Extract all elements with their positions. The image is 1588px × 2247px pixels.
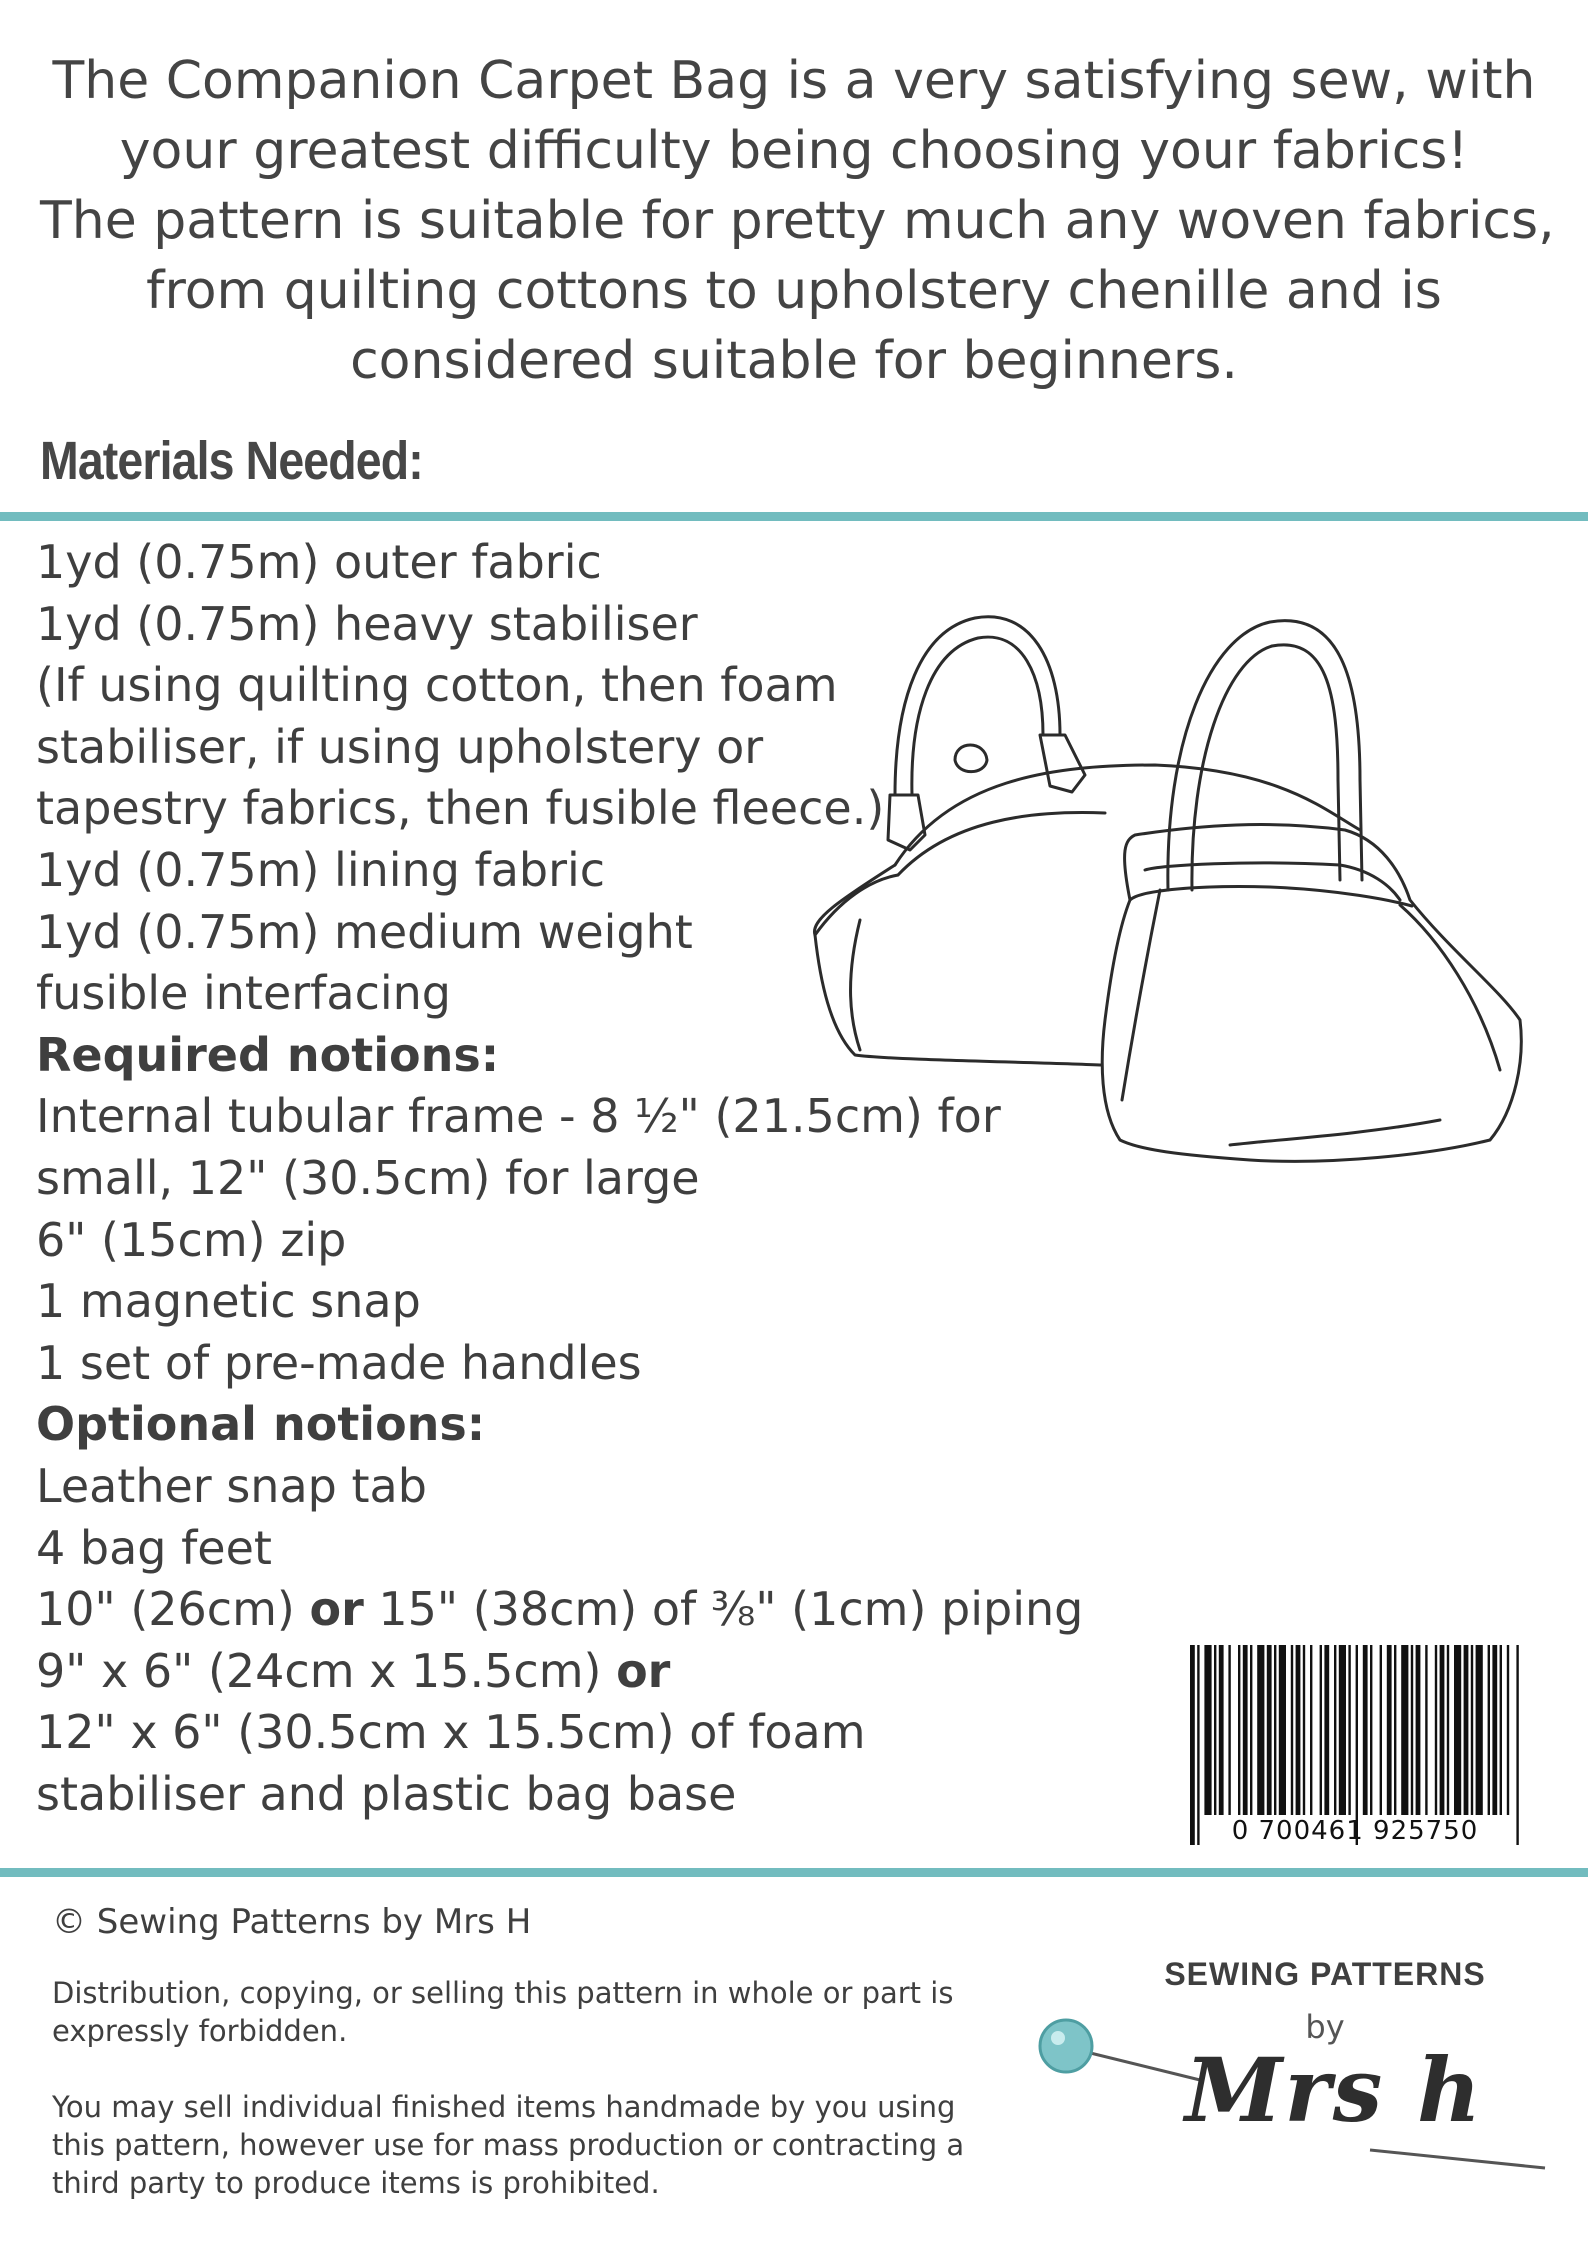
base-part1: 9" x 6" (24cm x 15.5cm): [36, 1643, 617, 1698]
intro-line: The pattern is suitable for pretty much any woven fabrics,: [40, 191, 1555, 251]
barcode-bar: [1370, 1645, 1372, 1815]
barcode-bar: [1447, 1645, 1449, 1815]
barcode-bar: [1425, 1645, 1427, 1815]
material-item: 6" (15cm) zip: [36, 1212, 347, 1267]
barcode-bar: [1214, 1645, 1216, 1815]
divider-rule-bottom: [0, 1868, 1588, 1877]
barcode-bar: [1387, 1645, 1392, 1815]
materials-heading: Materials Needed:: [40, 431, 423, 491]
material-item: 1 set of pre-made handles: [36, 1335, 642, 1390]
material-item: 1yd (0.75m) medium weight: [36, 904, 693, 959]
barcode-bar: [1204, 1645, 1211, 1815]
barcode-bar: [1454, 1645, 1461, 1815]
intro-line: from quilting cottons to upholstery chenille and is: [146, 261, 1442, 321]
barcode-bar: [1492, 1645, 1497, 1815]
or-keyword: or: [309, 1582, 364, 1637]
intro-line: your greatest difficulty being choosing your fabrics!: [119, 121, 1469, 181]
barcode-bar: [1190, 1645, 1195, 1845]
barcode-bar: [1279, 1645, 1286, 1815]
intro-paragraph: [40, 46, 1555, 396]
brand-logo: [1030, 1950, 1560, 2230]
logo-script: Mrs h: [1185, 2038, 1483, 2142]
barcode-bar: [1500, 1645, 1502, 1815]
barcode-bar: [1476, 1645, 1483, 1815]
barcode-bar: [1334, 1645, 1336, 1815]
material-item: 12" x 6" (30.5cm x 15.5cm) of foam: [36, 1705, 866, 1760]
barcode-bar: [1291, 1645, 1293, 1815]
material-item: 1 magnetic snap: [36, 1274, 421, 1329]
front-bag: [1102, 825, 1521, 1162]
material-item: small, 12" (30.5cm) for large: [36, 1150, 700, 1205]
required-notions-heading: Required notions:: [36, 1027, 500, 1082]
barcode-bar: [1411, 1645, 1413, 1815]
material-item-piping: [36, 1579, 1084, 1641]
barcode-bar: [1401, 1645, 1408, 1815]
logo-by: by: [1305, 2008, 1345, 2046]
piping-part2: 15" (38cm) of ⅜" (1cm) piping: [363, 1582, 1084, 1637]
intro-line: The Companion Carpet Bag is a very satisfying sew, with: [52, 51, 1536, 111]
barcode-bar: [1243, 1645, 1248, 1815]
barcode-bar: [1257, 1645, 1264, 1815]
barcode-bar: [1324, 1645, 1329, 1815]
material-item: (If using quilting cotton, then foam: [36, 658, 838, 713]
legal-notice-distribution: Distribution, copying, or selling this pattern in whole or part is expressly forbidden.: [52, 1976, 954, 2048]
barcode-bar: [1320, 1645, 1322, 1815]
divider-rule-top: [0, 512, 1588, 521]
material-item: stabiliser and plastic bag base: [36, 1766, 737, 1821]
barcode-bar: [1339, 1645, 1346, 1815]
barcode-bars: [1190, 1645, 1519, 1845]
barcode-bar: [1363, 1645, 1368, 1815]
barcode-bar: [1228, 1645, 1230, 1815]
barcode-bar: [1348, 1645, 1350, 1815]
barcode-bar: [1296, 1645, 1301, 1815]
copyright-text: © Sewing Patterns by Mrs H: [52, 1902, 532, 1942]
material-item: Internal tubular frame - 8 ½" (21.5cm) for: [36, 1089, 1001, 1144]
barcode-bar: [1310, 1645, 1312, 1815]
material-item: 1yd (0.75m) outer fabric: [36, 535, 602, 589]
barcode-bar: [1488, 1645, 1490, 1815]
barcode-bar: [1435, 1645, 1437, 1815]
material-item: tapestry fabrics, then fusible fleece.): [36, 781, 885, 836]
barcode-bar: [1238, 1645, 1240, 1815]
material-item: fusible interfacing: [36, 966, 451, 1021]
material-item: stabiliser, if using upholstery or: [36, 719, 764, 774]
barcode-bar: [1219, 1645, 1224, 1815]
barcode-bar: [1416, 1645, 1421, 1815]
barcode-bar: [1197, 1645, 1199, 1845]
piping-part1: 10" (26cm): [36, 1582, 310, 1637]
barcode-bar: [1356, 1645, 1358, 1845]
barcode-number: 0 700461 925750: [1231, 1816, 1479, 1846]
barcode-bar: [1394, 1645, 1396, 1815]
barcode-bar: [1274, 1645, 1276, 1815]
barcode-bar: [1250, 1645, 1252, 1815]
barcode-bar: [1516, 1645, 1518, 1845]
material-item: 1yd (0.75m) heavy stabiliser: [36, 596, 698, 651]
material-item: 1yd (0.75m) lining fabric: [36, 842, 606, 897]
barcode-bar: [1471, 1645, 1473, 1815]
barcode-bar: [1380, 1645, 1382, 1815]
bag-illustration: [800, 600, 1580, 1260]
intro-line: considered suitable for beginners.: [350, 331, 1238, 391]
or-keyword: or: [616, 1643, 671, 1698]
material-item: Leather snap tab: [36, 1458, 427, 1513]
barcode-bar: [1303, 1645, 1305, 1815]
material-item-base: [36, 1641, 1036, 1703]
optional-notions-heading: Optional notions:: [36, 1397, 486, 1452]
footer: [52, 1900, 1012, 2202]
barcode-bar: [1507, 1645, 1509, 1815]
logo-title: SEWING PATTERNS: [1164, 1956, 1486, 1992]
barcode-bar: [1267, 1645, 1272, 1815]
barcode-bar: [1440, 1645, 1445, 1815]
material-item: 4 bag feet: [36, 1520, 272, 1575]
barcode-bar: [1464, 1645, 1469, 1815]
legal-notice-resale: You may sell individual finished items handmade by you using this pattern, however use for mass production or contracting a third party to produce items is prohibited.: [52, 2090, 965, 2200]
